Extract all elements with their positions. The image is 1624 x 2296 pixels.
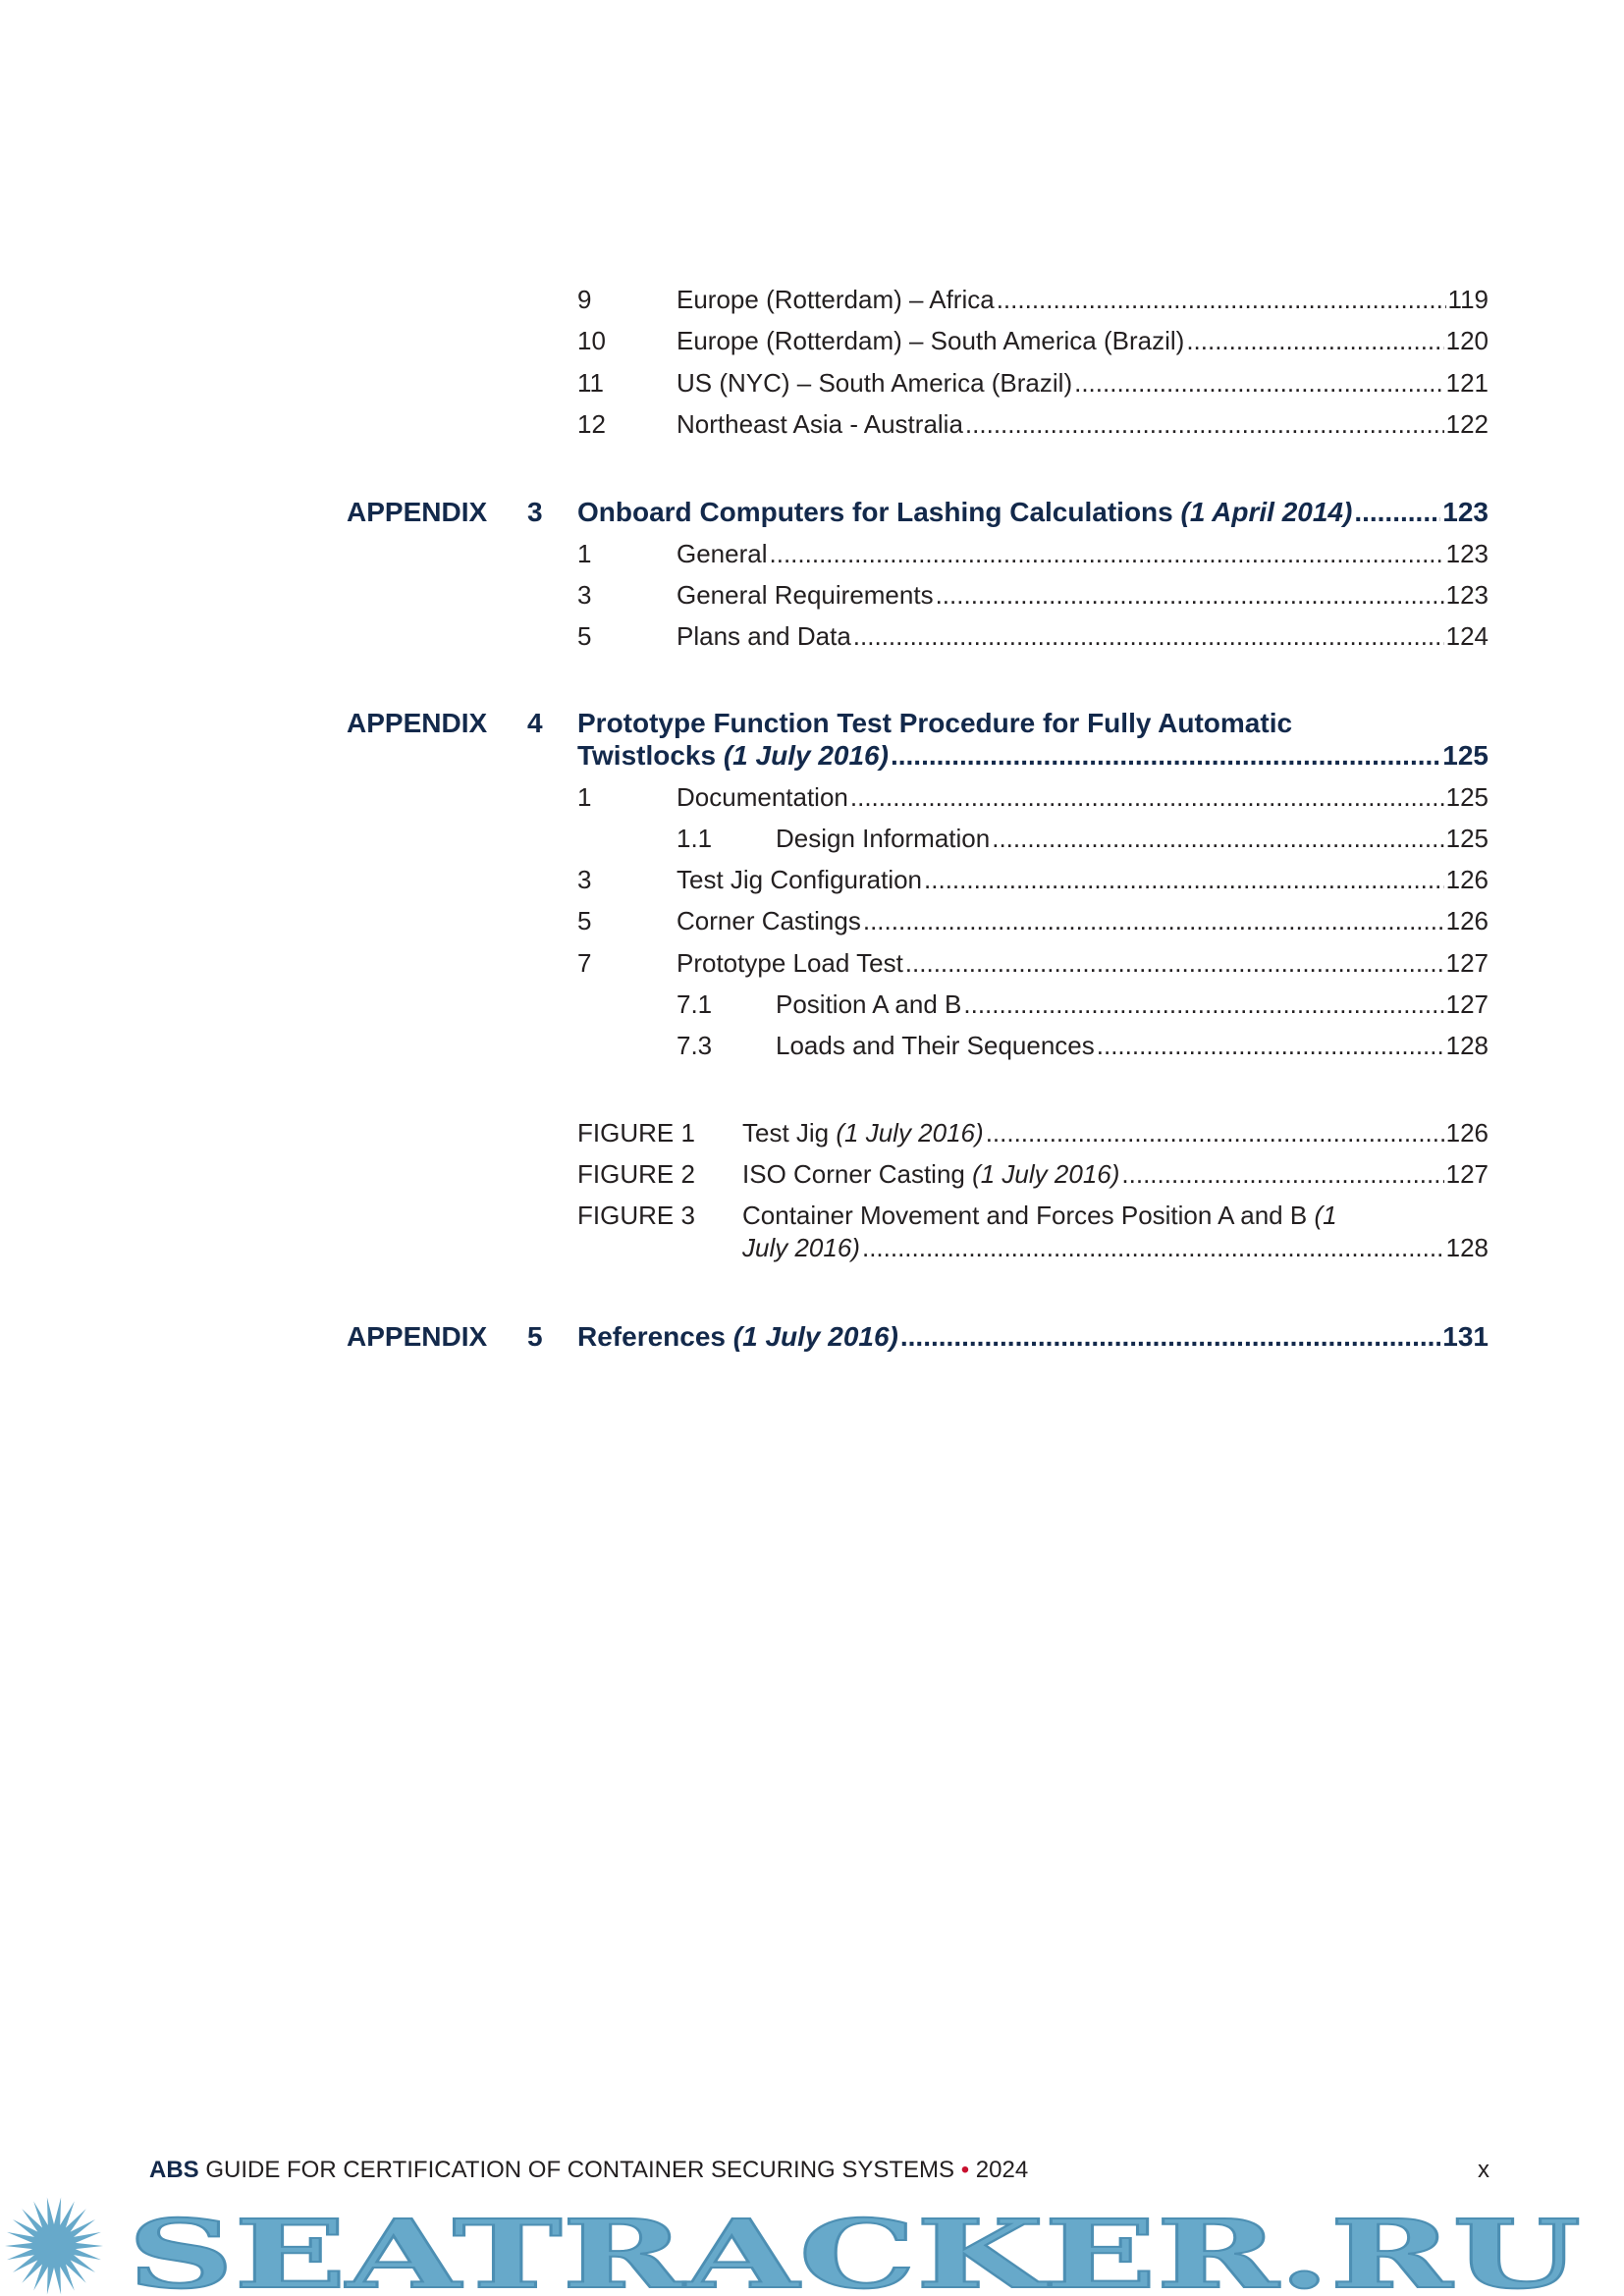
appendix-title: Onboard Computers for Lashing Calculations [577,497,1181,527]
appendix-number: 3 [527,497,543,527]
entry-number: 3 [577,580,592,610]
toc-entry[interactable] [577,776,1489,818]
toc-entry[interactable] [577,403,1489,445]
entry-title: US (NYC) – South America (Brazil) [677,368,1073,398]
entry-page: 125 [1445,824,1489,853]
dot-leader [900,1320,1440,1353]
entry-page: 121 [1445,368,1489,398]
entry-page: 125 [1445,782,1489,812]
appendix-label: APPENDIX [347,708,488,738]
entry-page: 119 [1447,285,1489,314]
entry-page: 123 [1445,539,1489,568]
entry-number: 10 [577,326,606,355]
figure-date: (1 July 2016) [972,1159,1120,1189]
entry-page: 128 [1445,1031,1489,1060]
toc-subentry[interactable] [677,984,1489,1025]
appendix-page: 131 [1442,1321,1489,1352]
entry-number: 1.1 [677,824,713,853]
entry-page: 124 [1445,621,1489,651]
appendix-number: 4 [527,708,543,738]
entry-page: 127 [1445,989,1489,1019]
toc-entry[interactable] [577,574,1489,615]
entry-title: Position A and B [776,989,962,1019]
entry-title: Loads and Their Sequences [776,1031,1095,1060]
dot-leader [1121,1158,1443,1191]
dot-leader [850,776,1444,818]
appendix-number: 5 [527,1321,543,1352]
appendix-title-cont: Twistlocks [577,740,724,771]
sunburst-icon [5,2198,103,2295]
figure-date: (1 [1314,1201,1337,1230]
entry-page: 120 [1445,326,1489,355]
figure-entry[interactable] [577,1200,1489,1264]
footer-year: 2024 [969,2157,1029,2183]
dot-leader [1074,362,1444,403]
toc-entry[interactable] [577,320,1489,361]
entry-title: Design Information [776,824,991,853]
dot-leader [863,900,1444,941]
appendix-date: (1 July 2016) [732,1321,898,1352]
entry-number: 11 [577,368,604,398]
dot-leader [891,739,1440,772]
figure-page: 128 [1445,1233,1489,1262]
entry-title: Europe (Rotterdam) – Africa [677,285,995,314]
dot-leader [992,818,1443,859]
toc-entry[interactable] [577,615,1489,657]
appendix-page: 123 [1442,497,1489,527]
toc-entry[interactable] [577,533,1489,574]
appendix-page: 125 [1442,740,1489,771]
dot-leader [770,533,1444,574]
toc-entry[interactable] [577,279,1489,320]
figure-page: 127 [1445,1159,1489,1189]
dot-leader [1186,320,1443,361]
figure-date-cont: July 2016) [742,1233,860,1262]
footer-brand: ABS [149,2157,199,2183]
appendix-title: References [577,1321,733,1352]
entry-number: 7.3 [677,1031,713,1060]
dot-leader [936,574,1444,615]
footer-title: GUIDE FOR CERTIFICATION OF CONTAINER SECURING SYSTEMS [198,2157,961,2183]
dot-leader [963,984,1443,1025]
dot-leader [965,403,1444,445]
toc-entry[interactable] [577,859,1489,900]
entry-number: 5 [577,906,592,935]
appendix-label: APPENDIX [347,1321,488,1352]
dot-leader [905,942,1444,984]
dot-leader [1354,496,1440,528]
entry-number: 9 [577,285,592,314]
figure-page: 126 [1445,1118,1489,1148]
toc-subentry[interactable] [677,1025,1489,1066]
entry-title: Northeast Asia - Australia [677,409,963,439]
appendix-date: (1 July 2016) [723,740,889,771]
toc-entry[interactable] [577,362,1489,403]
watermark-text: SEATRACKER.RU [128,2199,1581,2296]
entry-number: 1 [577,782,592,812]
toc-entry[interactable] [577,942,1489,984]
entry-number: 1 [577,539,592,568]
appendix-date: (1 April 2014) [1180,497,1353,527]
entry-page: 123 [1445,580,1489,610]
entry-title: Documentation [677,782,848,812]
entry-title: General Requirements [677,580,934,610]
figure-date: (1 July 2016) [836,1118,984,1148]
entry-number: 5 [577,621,592,651]
appendix-title: Prototype Function Test Procedure for Fully Automatic [577,708,1293,738]
figure-title: Container Movement and Forces Position A and B [742,1201,1315,1230]
dot-leader [997,279,1446,320]
entry-title: Corner Castings [677,906,861,935]
entry-page: 126 [1445,865,1489,894]
figure-title: ISO Corner Casting [742,1159,973,1189]
toc-entry[interactable] [577,900,1489,941]
appendix-4-heading[interactable] [347,707,1489,775]
dot-leader [862,1232,1444,1264]
appendix-label: APPENDIX [347,497,488,527]
figure-title: Test Jig [742,1118,837,1148]
entry-number: 7.1 [677,989,713,1019]
dot-leader [853,615,1444,657]
seatracker-watermark [0,2197,1624,2296]
entry-title: Europe (Rotterdam) – South America (Brazil) [677,326,1185,355]
entry-title: Prototype Load Test [677,948,903,978]
entry-number: 7 [577,948,592,978]
entry-number: 12 [577,409,606,439]
page-footer [149,2156,1028,2185]
figure-label: FIGURE 1 [577,1118,695,1148]
dot-leader [986,1117,1444,1149]
entry-page: 126 [1445,906,1489,935]
entry-page: 122 [1445,409,1489,439]
entry-title: General [677,539,768,568]
dot-leader [924,859,1444,900]
dot-leader [1097,1025,1444,1066]
entry-title: Plans and Data [677,621,851,651]
toc-subentry[interactable] [677,818,1489,859]
entry-page: 127 [1445,948,1489,978]
figure-label: FIGURE 3 [577,1201,695,1230]
entry-title: Test Jig Configuration [677,865,923,894]
entry-number: 3 [577,865,592,894]
footer-bullet: • [960,2157,970,2183]
page-number: x [1478,2157,1489,2183]
figure-label: FIGURE 2 [577,1159,695,1189]
